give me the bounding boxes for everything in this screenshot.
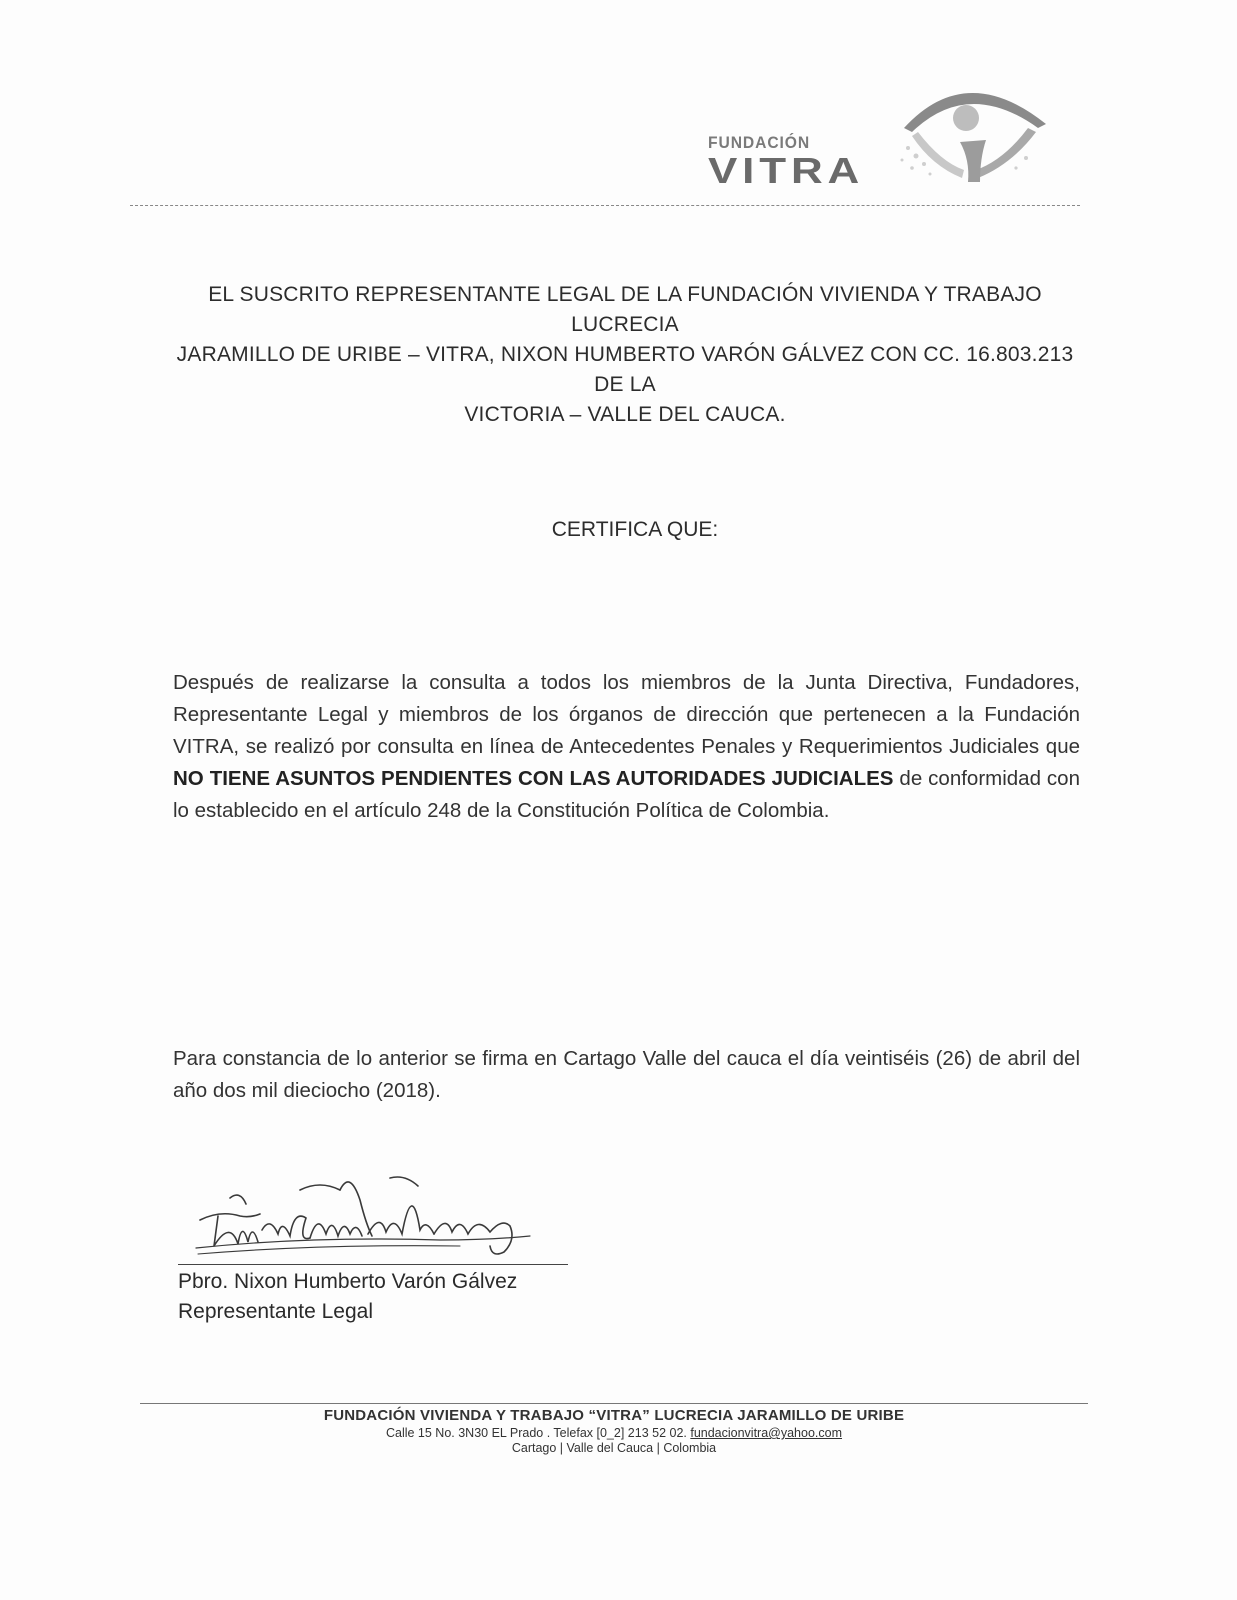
logo-small-text: FUNDACIÓN (708, 133, 811, 152)
footer-city: Cartago | Valle del Cauca | Colombia (511, 1441, 717, 1455)
p1-end: de conformidad con lo establecido en el artículo 248 de la Constitución Política de Colombia. (173, 767, 1080, 822)
document-heading (160, 280, 1090, 430)
footer-email-link[interactable]: fundacionvitra@yahoo.com (690, 1426, 843, 1440)
signer-name: Pbro. Nixon Humberto Varón Gálvez (178, 1270, 518, 1293)
p1-bold: NO TIENE ASUNTOS PENDIENTES CON LAS AUTORIDADES JUDICIALES (173, 767, 894, 790)
signer-role: Representante Legal (178, 1300, 373, 1323)
footer-org: FUNDACIÓN VIVIENDA Y TRABAJO “VITRA” LUCRECIA JARAMILLO DE URIBE (323, 1407, 905, 1424)
heading-line-1: EL SUSCRITO REPRESENTANTE LEGAL DE LA FUNDACIÓN VIVIENDA Y TRABAJO LUCRECIA (208, 283, 1042, 336)
footer-address: Calle 15 No. 3N30 EL Prado . Telefax [0_2] 213 52 02. (385, 1426, 691, 1440)
header-divider (130, 205, 1080, 206)
footer-divider (140, 1403, 1088, 1404)
heading-line-2: JARAMILLO DE URIBE – VITRA, NIXON HUMBERTO VARÓN GÁLVEZ CON CC. 16.803.213 DE LA (176, 343, 1074, 396)
logo-wordmark (708, 134, 878, 189)
footer-address-line (140, 1426, 1088, 1441)
signer-block (178, 1267, 517, 1327)
certification-paragraph (173, 667, 1080, 827)
signature-line (178, 1264, 568, 1265)
certifica-title: CERTIFICA QUE: (551, 518, 719, 541)
closing-paragraph: Para constancia de lo anterior se firma en Cartago Valle del cauca el día veintiséis (26) de abril del año dos mil dieciocho (2018). (173, 1047, 1080, 1102)
handwritten-signature (190, 1160, 540, 1260)
logo-big-text: VITRA (708, 150, 865, 191)
vitra-logo-icon (896, 70, 1056, 190)
heading-line-3: VICTORIA – VALLE DEL CAUCA. (464, 403, 786, 426)
footer (140, 1406, 1088, 1456)
p1-start: Después de realizarse la consulta a todos los miembros de la Junta Directiva, Fundadores, Representante Legal y miembros de los órganos de dirección que pertenecen a la Fundación VITRA, se realizó por consulta en línea de Antecedentes Penales y Requerimientos Judiciales que (173, 671, 1080, 758)
